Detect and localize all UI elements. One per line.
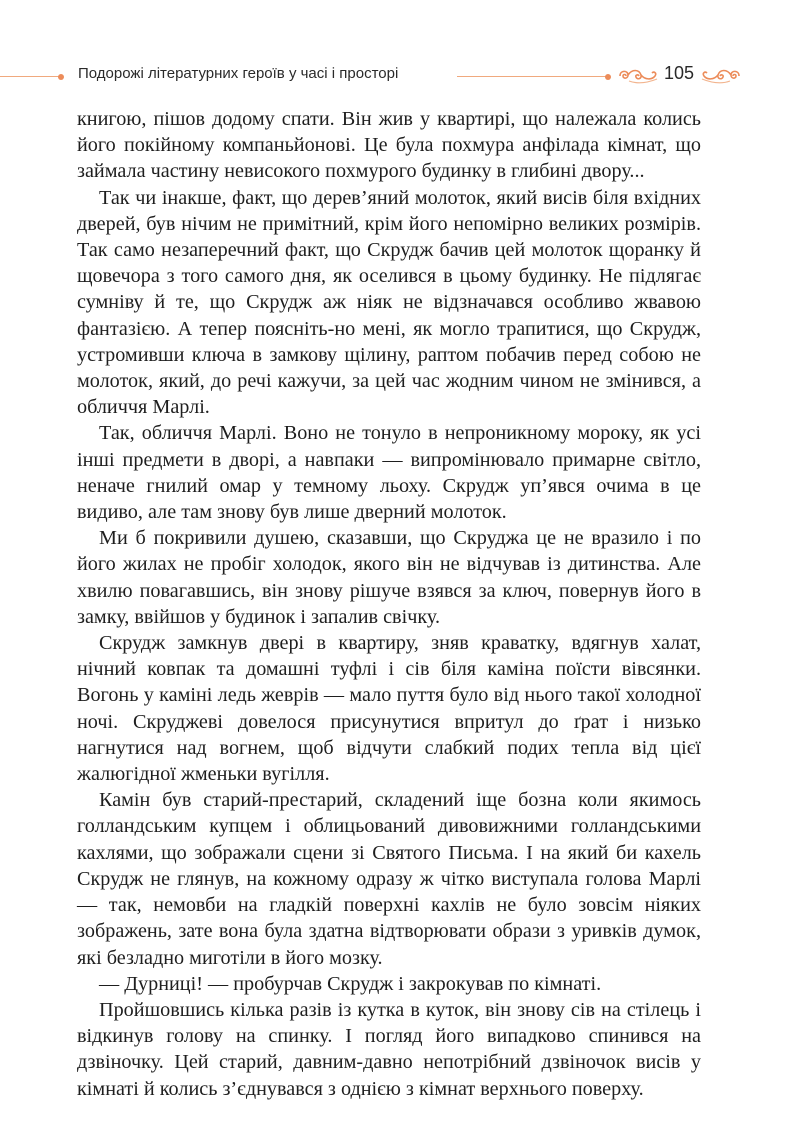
running-header	[0, 62, 794, 92]
paragraph: Пройшовшись кілька разів із кутка в куток, він знову сів на стілець і відкинув голову на спинку. І погляд його випадково спинився на дзвіночку. Цей старий, давним-давно непотрібний дзвіночок висів у кімнаті й колись з’єднувався з однією з кімнат верхнього поверху.	[77, 998, 701, 1100]
swirl-ornament-icon	[617, 66, 659, 86]
paragraph: Камін був старий-престарий, складений іще бозна коли якимось голландським купцем і облицьований дивовижними голландськими кахлями, що зображали сцени зі Святого Письма. І на який би кахель Скрудж не глянув, на кожному одразу ж чітко виступала голова Марлі — так, немовби на гладкій поверхні кахлів не було зовсім ніяких зображень, зате вона була здатна відтворювати образи з уривків думок, які безладно миготіли в його мозку.	[77, 789, 701, 969]
paragraph: Ми б покривили душею, сказавши, що Скруджа це не вразило і по його жилах не пробіг холодок, якого він не відчував із дитинства. Але хвилю повагавшись, він знову рішуче взявся за ключ, повернув його в замку, ввійшов у будинок і запалив свічку.	[77, 527, 701, 628]
header-rule-middle	[457, 76, 609, 77]
swirl-ornament-icon	[700, 66, 742, 86]
header-dot-right	[605, 74, 611, 80]
header-rule-left	[0, 76, 62, 77]
paragraph: книгою, пішов додому спати. Він жив у квартирі, що належала колись його покійному компаньйонові. Це була похмура анфілада кімнат, що займала частину невисокого похмурого будинку в глибині двору...	[77, 108, 701, 183]
paragraph: Так, обличчя Марлі. Воно не тонуло в непроникному мороку, як усі інші предмети в дворі, а навпаки — випромінювало примарне світло, неначе гнилий омар у темному льоху. Скрудж уп’явся очима в це видиво, але там знову був лише дверний молоток.	[77, 422, 701, 524]
paragraph: — Дурниці! — пробурчав Скрудж і закрокував по кімнаті.	[99, 972, 602, 995]
body-text	[77, 106, 701, 1102]
paragraph: Так чи інакше, факт, що дерев’яний молоток, який висів біля вхідних дверей, був нічим не примітний, крім його непомірно великих розмірів. Так само незаперечний факт, що Скрудж бачив цей молоток щоранку й щовечора з того самого дня, як оселився в цьому будинку. Не підлягає сумніву й те, що Скрудж аж ніяк не відзначався особливо жвавою фантазією. А тепер поясніть-но мені, як могло трапитися, що Скрудж, устромивши ключа в замкову щілину, раптом побачив перед собою не молоток, який, до речі кажучи, за цей час жодним чином не змінився, а обличчя Марлі.	[77, 186, 701, 419]
header-dot-left	[58, 74, 64, 80]
page-number: 105	[664, 63, 695, 83]
paragraph: Скрудж замкнув двері в квартиру, зняв краватку, вдягнув халат, нічний ковпак та домашні туфлі і сів біля каміна поїсти вівсянки. Вогонь у каміні ледь жеврів — мало пуття було від нього такої холодної ночі. Скруджеві довелося присунутися впритул до ґрат і низько нагнутися над вогнем, щоб відчути слабкий подих тепла від цієї жалюгідної жменьки вугілля.	[77, 632, 701, 786]
header-title: Подорожі літературних героїв у часі і просторі	[78, 65, 399, 82]
